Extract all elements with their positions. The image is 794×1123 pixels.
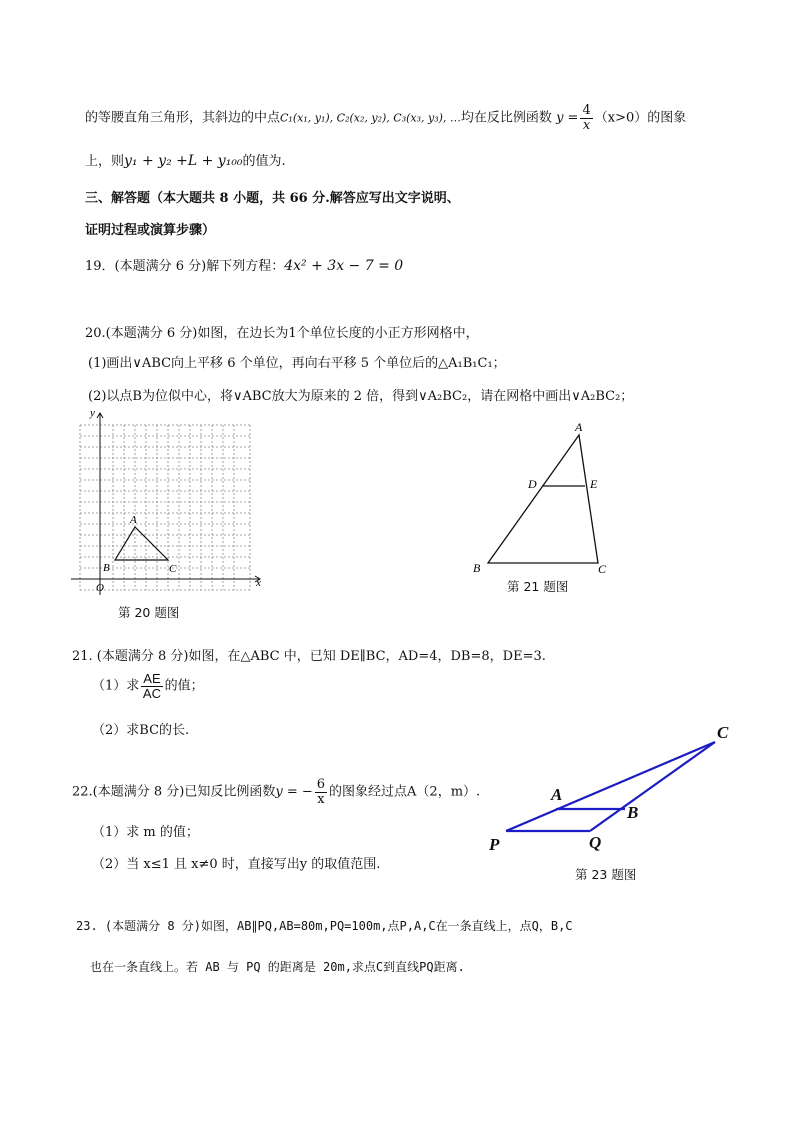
sum-expression: y₁ + y₂ +L + y₁₀₀ <box>124 153 243 169</box>
figure-20-grid <box>68 405 268 605</box>
point-c-label: C <box>598 562 607 576</box>
text: 上，则 <box>85 154 125 169</box>
origin-label: O <box>96 582 104 594</box>
text: 的值为. <box>242 154 286 169</box>
section-heading-cont: 证明过程或演算步骤） <box>85 223 216 238</box>
figure-23-diagram <box>485 718 745 858</box>
question-22-part-1: （1）求 m 的值； <box>92 825 199 840</box>
question-18-continuation <box>85 104 686 132</box>
figure-23-caption: 第 23 题图 <box>575 867 637 882</box>
text: 19．(本题满分 6 分)解下列方程： <box>85 259 285 274</box>
point-p-label: P <box>489 835 500 854</box>
point-b-label: B <box>103 562 110 574</box>
text: 均在反比例函数 <box>460 110 552 126</box>
point-c-label: C <box>717 723 729 742</box>
figure-21-caption: 第 21 题图 <box>507 579 569 594</box>
point-e-label: E <box>590 477 598 491</box>
point-d-label: D <box>528 477 537 491</box>
question-23-cont: 也在一条直线上。若 AB 与 PQ 的距离是 20m,求点C到直线PQ距离. <box>90 960 465 974</box>
triangle-abc <box>115 527 168 560</box>
point-b-label: B <box>627 803 639 822</box>
midpoints: C₁(x₁, y₁), C₂(x₂, y₂), C₃(x₃, y₃), … <box>280 111 461 125</box>
triangle-abc <box>488 435 598 563</box>
question-20-part-1: (1)画出∨ABC向上平移 6 个单位，再向右平移 5 个单位后的△A₁B₁C₁； <box>88 356 506 371</box>
figure-21-triangle <box>465 418 625 578</box>
function-lhs: y = <box>556 110 579 126</box>
question-22: 22.(本题满分 8 分)已知反比例函数y = − $\frac{6}{x}$ 的图象经过点A（2，m）. <box>72 777 481 807</box>
fraction-ae-over-ac: $\frac{AE}{AC}$ <box>142 671 161 701</box>
fraction-4-over-x: $\frac{4}{x}$ <box>582 103 591 133</box>
question-20-part-2: (2)以点B为位似中心，将∨ABC放大为原来的 2 倍，得到∨A₂BC₂，请在网格中画出∨A₂BC₂； <box>88 389 634 404</box>
question-18-end <box>85 150 286 169</box>
question-22-part-2: （2）当 x≤1 且 x≠0 时，直接写出y 的取值范围. <box>92 857 381 872</box>
section-heading: 三、解答题（本大题共 8 小题，共 66 分.解答应写出文字说明、 <box>85 191 460 206</box>
point-q-label: Q <box>589 833 602 852</box>
x-axis-label: x <box>256 577 261 589</box>
question-19 <box>85 255 403 274</box>
text: 的等腰直角三角形，其斜边的中点 <box>85 110 281 126</box>
y-axis-label: y <box>90 407 95 419</box>
function-lhs: y = − <box>275 784 313 800</box>
point-a-label: A <box>575 420 583 434</box>
point-c-label: C <box>169 563 177 575</box>
point-a-label: A <box>551 785 563 804</box>
point-a-label: A <box>130 514 137 526</box>
figure-20-caption: 第 20 题图 <box>118 605 180 620</box>
question-21-part-1: （1）求 $\frac{AE}{AC}$ 的值； <box>92 671 204 701</box>
point-b-label: B <box>473 561 481 575</box>
question-23: 23. (本题满分 8 分)如图，AB∥PQ,AB=80m,PQ=100m,点P,A,C在一条直线上，点Q，B,C <box>76 919 573 933</box>
fraction-6-over-x: $\frac{6}{x}$ <box>316 777 326 807</box>
question-20: 20.(本题满分 6 分)如图，在边长为1个单位长度的小正方形网格中， <box>85 326 479 341</box>
question-21-part-2: （2）求BC的长. <box>92 723 190 738</box>
equation: 4x² + 3x − 7 = 0 <box>284 258 404 274</box>
condition: （x>0）的图象 <box>594 110 687 126</box>
question-21: 21. (本题满分 8 分)如图，在△ABC 中，已知 DE∥BC，AD=4，DB=8，DE=3. <box>72 649 546 664</box>
